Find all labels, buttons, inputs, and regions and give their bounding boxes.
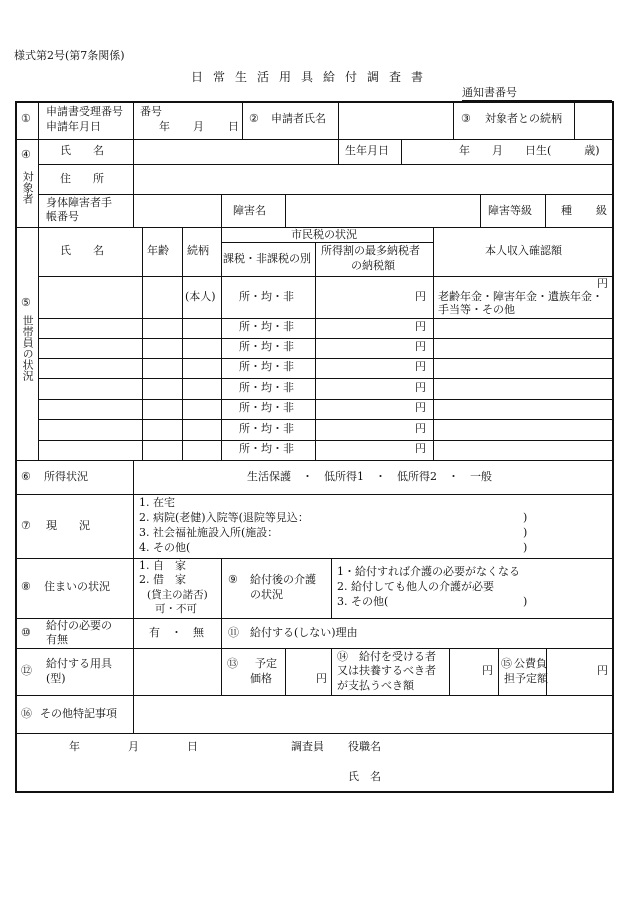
target-side-label: 対象者 — [21, 171, 35, 204]
yen-unit: 円 — [415, 360, 426, 373]
divider — [16, 648, 613, 649]
divider — [16, 139, 613, 140]
divider — [38, 378, 613, 379]
yen-unit: 円 — [415, 290, 426, 303]
divider — [331, 558, 332, 618]
tax-type-header: 課税・非課税の別 — [223, 252, 311, 265]
care-option-1: 1・給付すれば介護の必要がなくなる — [337, 565, 520, 578]
footer-month-label: 月 — [128, 740, 139, 753]
divider — [38, 358, 613, 359]
income-confirmation-header: 本人収入確認額 — [485, 244, 562, 257]
disability-name-label: 障害名 — [233, 204, 266, 217]
footer-year-label: 年 — [69, 740, 80, 753]
divider — [133, 102, 134, 139]
close-paren: ) — [523, 526, 528, 539]
divider — [182, 227, 183, 460]
form-number: 様式第2号(第7条関係) — [14, 49, 125, 62]
divider — [38, 194, 613, 195]
divider — [221, 242, 433, 243]
price-label-line1: 予定 — [255, 657, 277, 670]
need-label-line1: 給付の必要の — [46, 619, 112, 632]
close-paren: ) — [523, 511, 528, 524]
investigator-name-label: 氏 名 — [348, 770, 381, 783]
item-number-1: ① — [21, 112, 31, 125]
housing-option-1: 1. 自 家 — [139, 559, 186, 572]
divider — [38, 440, 613, 441]
item-number-11: ⑪ — [228, 626, 239, 639]
tax-amount-header-line2: の納税額 — [351, 259, 395, 272]
divider — [221, 194, 222, 227]
divider — [38, 164, 613, 165]
current-option-2: 2. 病院(老健)入院等(退院等見込： — [139, 511, 309, 524]
notes-label: その他特記事項 — [40, 707, 117, 720]
tax-choice: 所・均・非 — [239, 340, 294, 353]
divider — [16, 558, 613, 559]
yen-unit: 円 — [316, 672, 327, 685]
divider — [338, 139, 339, 164]
yen-unit: 円 — [482, 664, 493, 677]
divider — [574, 102, 575, 139]
price-label-line2: 価格 — [250, 672, 272, 685]
item-number-13: ⑬ — [227, 657, 238, 670]
yen-unit: 円 — [415, 381, 426, 394]
number-label: 番号 — [140, 105, 162, 118]
need-label-line2: 有無 — [46, 633, 68, 646]
public-label-line2: 担予定額 — [504, 672, 548, 685]
divider — [38, 419, 613, 420]
day-label: 日 — [228, 120, 239, 133]
divider — [221, 618, 222, 648]
receipt-number-label: 申請書受理番号 — [46, 105, 123, 118]
type-label: 種 — [561, 204, 572, 217]
year-label: 年 — [159, 120, 170, 133]
divider — [133, 139, 134, 227]
footer-day-label: 日 — [187, 740, 198, 753]
birth-date-value: 年 月 日生( 歳) — [459, 144, 600, 157]
notice-number-label: 通知書番号 — [462, 86, 517, 99]
divider — [38, 338, 613, 339]
divider — [285, 194, 286, 227]
item-number-5: ⑤ — [21, 296, 31, 309]
tax-choice: 所・均・非 — [239, 381, 294, 394]
divider — [38, 102, 39, 460]
application-date-label: 申請年月日 — [46, 120, 101, 133]
income-status-label: 所得状況 — [44, 470, 88, 483]
divider — [38, 399, 613, 400]
tax-status-header: 市民税の状況 — [291, 228, 357, 241]
yen-unit: 円 — [415, 401, 426, 414]
item-number-4: ④ — [21, 148, 31, 161]
current-option-1: 1. 在宅 — [139, 496, 175, 509]
item-number-15: ⑮ — [501, 657, 512, 670]
yen-unit: 円 — [415, 422, 426, 435]
item-number-7: ⑦ — [21, 519, 31, 532]
landlord-consent-label: (貸主の諾否) — [147, 589, 208, 601]
divider — [142, 227, 143, 460]
divider — [315, 242, 316, 460]
care-option-3: 3. その他( — [337, 595, 389, 608]
current-option-3: 3. 社会福祉施設入所(施設： — [139, 526, 279, 539]
yen-unit: 円 — [415, 340, 426, 353]
divider — [16, 494, 613, 495]
item-number-10: ⑩ — [21, 626, 31, 639]
divider — [221, 648, 222, 695]
close-paren: ) — [523, 595, 528, 608]
divider — [16, 460, 613, 461]
current-status-label: 現 況 — [46, 519, 90, 532]
equipment-label-line2: (型) — [46, 672, 66, 685]
yen-unit: 円 — [415, 320, 426, 333]
relation-header: 続柄 — [187, 244, 209, 257]
divider — [133, 460, 134, 733]
divider — [480, 194, 481, 227]
yen-unit: 円 — [415, 442, 426, 455]
tax-choice: 所・均・非 — [239, 401, 294, 414]
pay-label-line2: 又は扶養するべき者 — [337, 664, 436, 677]
yen-unit: 円 — [597, 664, 608, 677]
self-label: (本人) — [185, 290, 216, 303]
tax-choice: 所・均・非 — [239, 360, 294, 373]
divider — [221, 227, 222, 460]
item-number-12: ⑫ — [21, 664, 32, 677]
pay-label-line1: 給付を受ける者 — [359, 650, 436, 663]
income-status-options: 生活保護 ・ 低所得1 ・ 低所得2 ・ 一般 — [247, 470, 492, 483]
pension-types-line2: 手当等・その他 — [438, 303, 515, 316]
pay-label-line3: が支払うべき額 — [337, 679, 414, 692]
divider — [221, 558, 222, 618]
divider — [242, 102, 243, 139]
current-option-4: 4. その他( — [139, 541, 191, 554]
care-label-line2: の状況 — [250, 588, 283, 601]
age-header: 年齢 — [147, 244, 169, 257]
tax-amount-header-line1: 所得割の最多納税者 — [321, 244, 420, 257]
investigator-label: 調査員 — [291, 740, 324, 753]
item-number-2: ② — [249, 112, 259, 125]
divider — [338, 102, 339, 139]
relation-label: 対象者との続柄 — [485, 112, 562, 125]
housing-option-2: 2. 借 家 — [139, 573, 186, 586]
close-paren: ) — [523, 541, 528, 554]
landlord-consent-options: 可・不可 — [155, 603, 197, 615]
household-name-header: 氏 名 — [60, 244, 104, 257]
divider — [433, 227, 434, 460]
tax-choice: 所・均・非 — [239, 442, 294, 455]
divider — [285, 648, 286, 695]
handbook-label-line2: 帳番号 — [46, 210, 79, 223]
item-number-8: ⑧ — [21, 580, 31, 593]
household-side-label: 世帯員の状況 — [21, 315, 35, 381]
tax-choice: 所・均・非 — [239, 290, 294, 303]
divider — [16, 733, 613, 734]
position-label: 役職名 — [348, 740, 381, 753]
tax-choice: 所・均・非 — [239, 320, 294, 333]
yen-unit: 円 — [597, 277, 608, 290]
divider — [498, 648, 499, 695]
divider — [401, 139, 402, 164]
divider — [453, 102, 454, 139]
divider — [449, 648, 450, 695]
reason-label: 給付する(しない)理由 — [250, 626, 358, 639]
divider — [331, 648, 332, 695]
handbook-label-line1: 身体障害者手 — [46, 196, 112, 209]
grade-unit: 級 — [596, 204, 607, 217]
item-number-16: ⑯ — [21, 707, 32, 720]
birth-date-label: 生年月日 — [345, 144, 389, 157]
divider — [16, 695, 613, 696]
item-number-6: ⑥ — [21, 470, 31, 483]
item-number-14: ⑭ — [337, 650, 348, 663]
divider — [545, 194, 546, 227]
divider — [38, 276, 613, 277]
applicant-name-label: 申請者氏名 — [271, 112, 326, 125]
tax-choice: 所・均・非 — [239, 422, 294, 435]
address-label: 住 所 — [60, 172, 104, 185]
need-options: 有 ・ 無 — [149, 626, 204, 639]
care-option-2: 2. 給付しても他人の介護が必要 — [337, 580, 494, 593]
divider — [38, 318, 613, 319]
item-number-3: ③ — [461, 112, 471, 125]
housing-label: 住まいの状況 — [44, 580, 110, 593]
public-label-line1: 公費負 — [514, 657, 547, 670]
pension-types-line1: 老齢年金・障害年金・遺族年金・ — [438, 290, 603, 303]
item-number-9: ⑨ — [228, 573, 238, 586]
month-label: 月 — [193, 120, 204, 133]
disability-grade-label: 障害等級 — [488, 204, 532, 217]
target-name-label: 氏 名 — [60, 144, 104, 157]
page-title: 日常生活用具給付調査書 — [191, 70, 434, 84]
equipment-label-line1: 給付する用具 — [46, 657, 112, 670]
care-label-line1: 給付後の介護 — [250, 573, 316, 586]
